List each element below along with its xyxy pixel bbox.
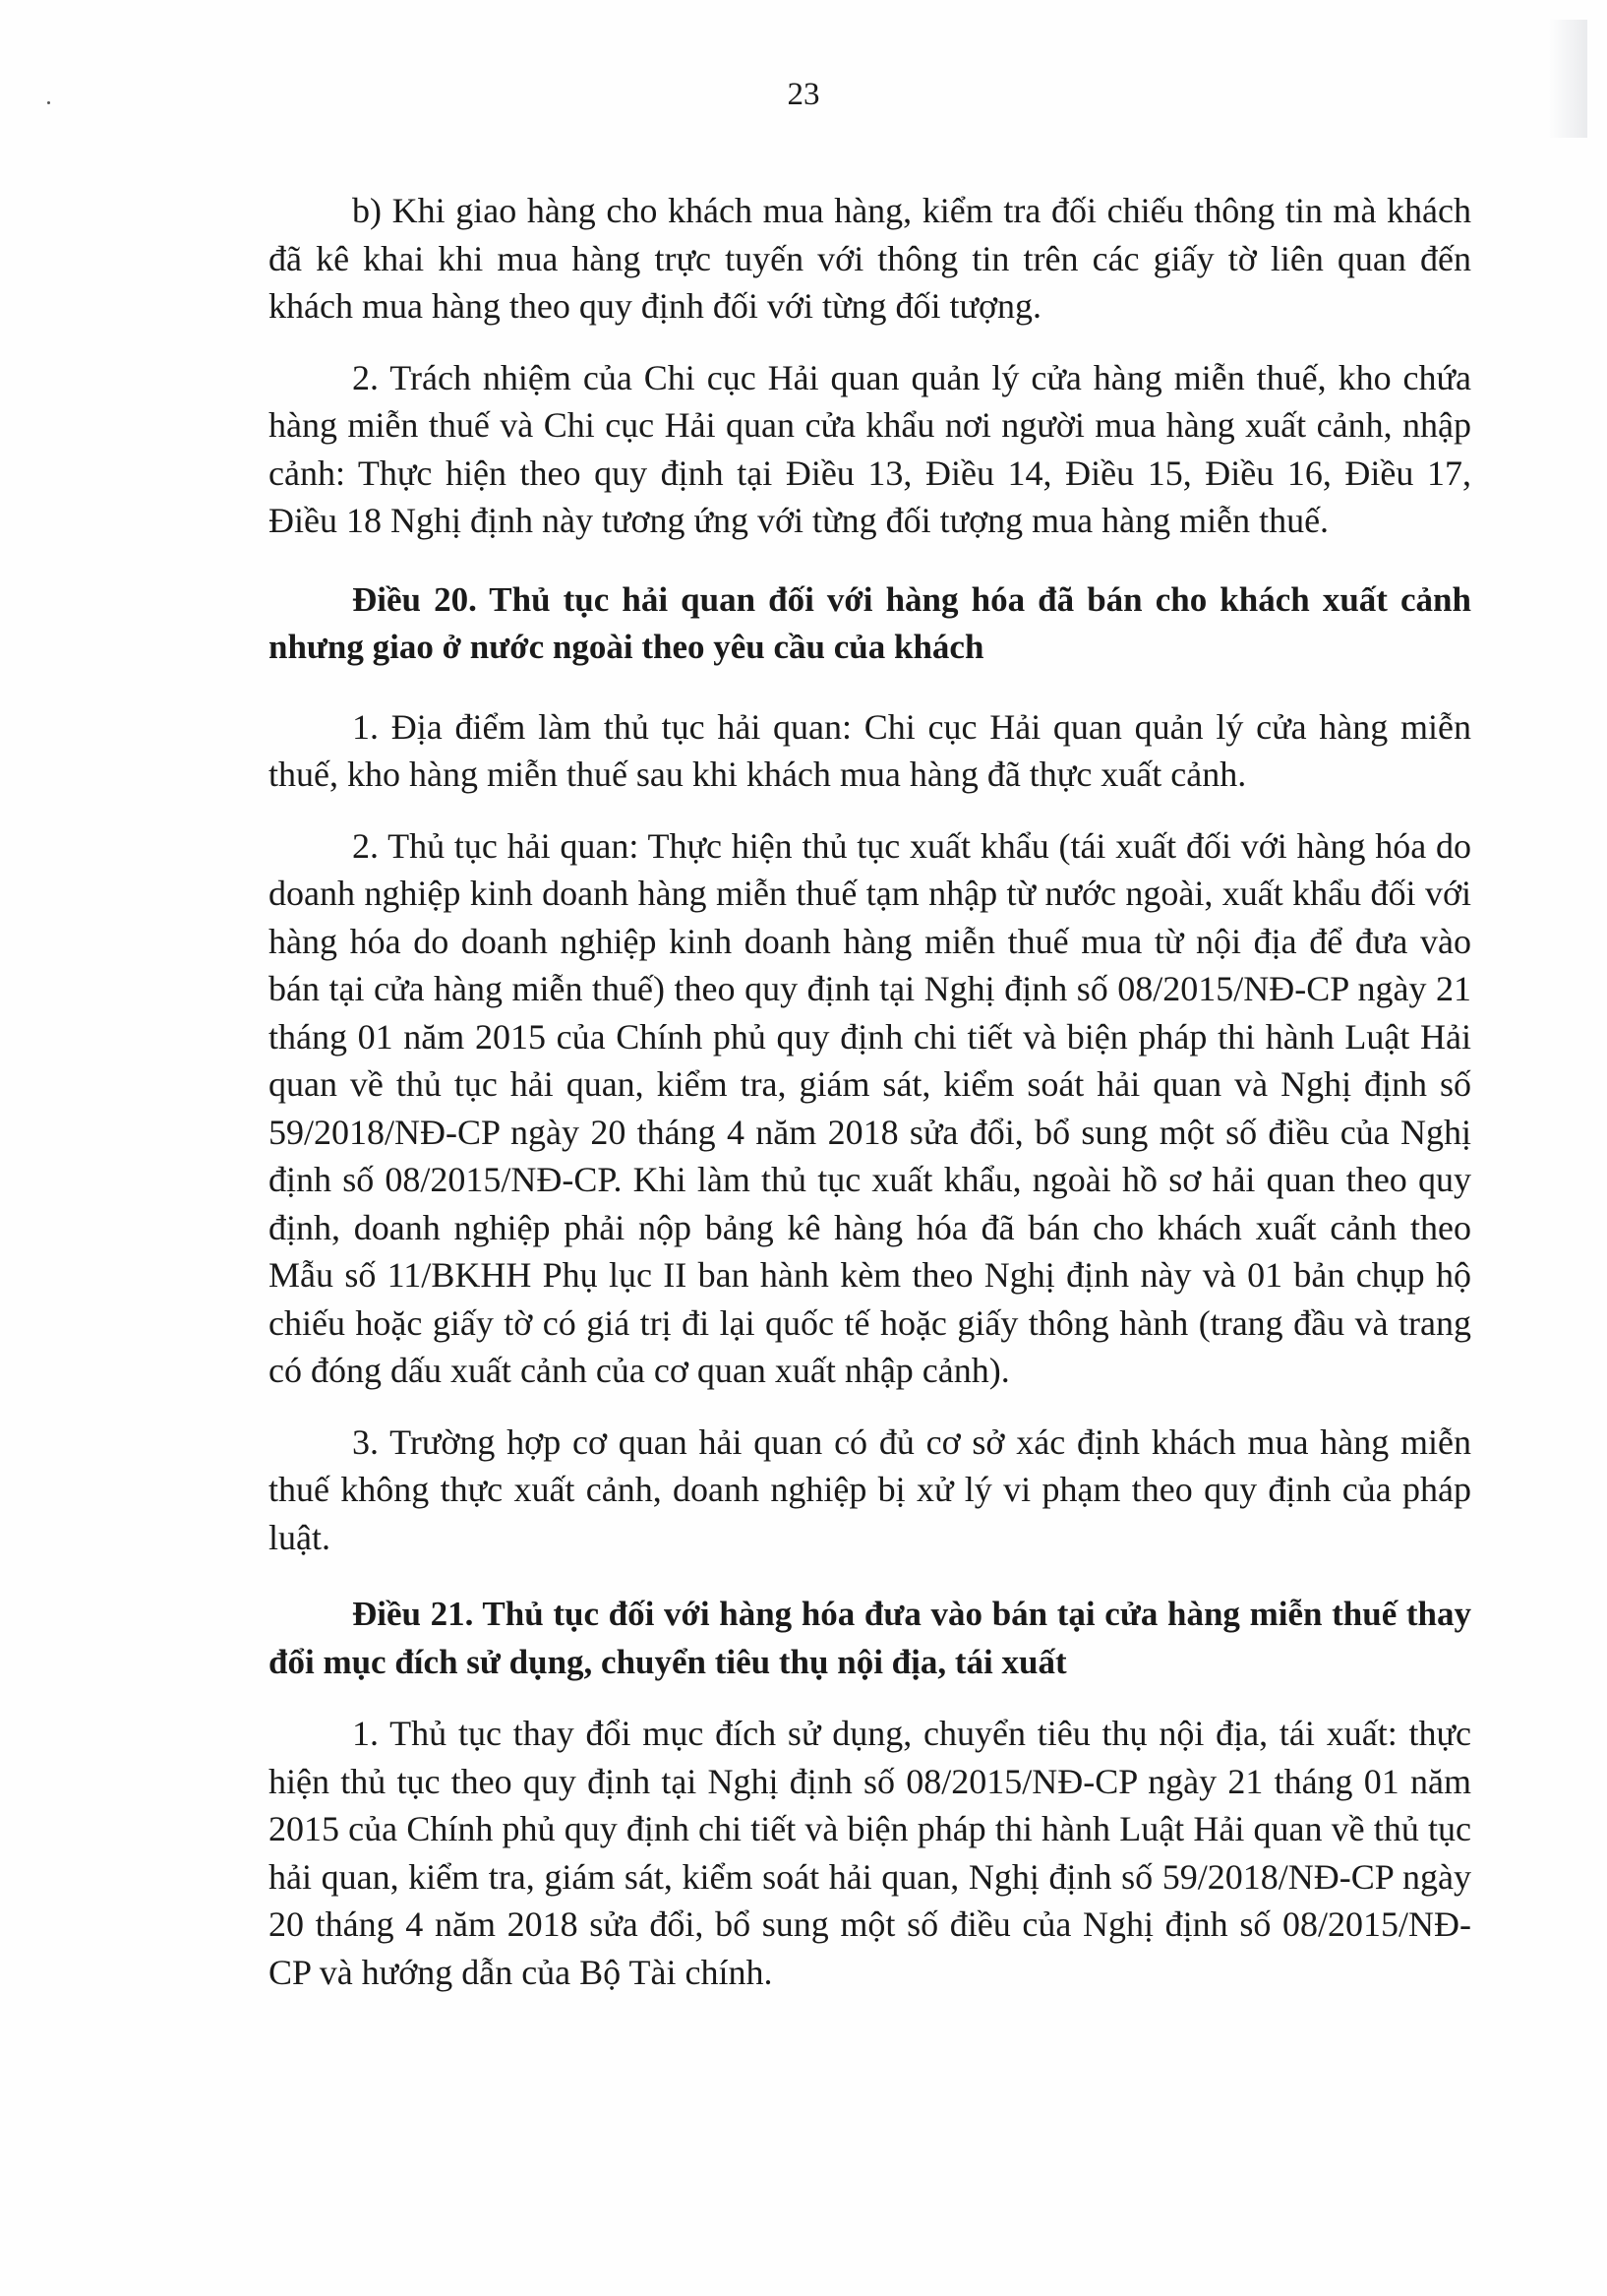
article-20-heading: Điều 20. Thủ tục hải quan đối với hàng hóa đã bán cho khách xuất cảnh nhưng giao ở nước ngoài theo yêu cầu của khách	[268, 579, 1471, 666]
page-number: 23	[787, 77, 820, 112]
document-body	[268, 187, 1471, 1996]
paragraph-20-3: 3. Trường hợp cơ quan hải quan có đủ cơ sở xác định khách mua hàng miễn thuế không thực xuất cảnh, doanh nghiệp bị xử lý vi phạm theo quy định của pháp luật.	[268, 1421, 1471, 1557]
article-21-heading: Điều 21. Thủ tục đối với hàng hóa đưa vào bán tại cửa hàng miễn thuế thay đổi mục đích sử dụng, chuyển tiêu thụ nội địa, tái xuất	[268, 1595, 1471, 1681]
paragraph-19-2b: b) Khi giao hàng cho khách mua hàng, kiểm tra đối chiếu thông tin mà khách đã kê khai khi mua hàng trực tuyến với thông tin trên các giấy tờ liên quan đến khách mua hàng theo quy định đối với từng đối tượng.	[268, 191, 1471, 326]
paragraph-21-1: 1. Thủ tục thay đổi mục đích sử dụng, chuyển tiêu thụ nội địa, tái xuất: thực hiện thủ tục theo quy định tại Nghị định số 08/2015/NĐ-CP ngày 21 tháng 01 năm 2015 của Chính phủ quy định chi tiết và biện pháp thi hành Luật Hải quan về thủ tục hải quan, kiểm tra, giám sát, kiểm soát hải quan, Nghị định số 59/2018/NĐ-CP ngày 20 tháng 4 năm 2018 sửa đổi, bổ sung một số điều của Nghị định số 08/2015/NĐ-CP và hướng dẫn của Bộ Tài chính.	[268, 1714, 1471, 1992]
paragraph-19-2: 2. Trách nhiệm của Chi cục Hải quan quản lý cửa hàng miễn thuế, kho chứa hàng miễn thuế và Chi cục Hải quan cửa khẩu nơi người mua hàng xuất cảnh, nhập cảnh: Thực hiện theo quy định tại Điều 13, Điều 14, Điều 15, Điều 16, Điều 17, Điều 18 Nghị định này tương ứng với từng đối tượng mua hàng miễn thuế.	[268, 357, 1471, 540]
paragraph-20-1: 1. Địa điểm làm thủ tục hải quan: Chi cục Hải quan quản lý cửa hàng miễn thuế, kho hàng miễn thuế sau khi khách mua hàng đã thực xuất cảnh.	[268, 706, 1471, 794]
paragraph-20-2: 2. Thủ tục hải quan: Thực hiện thủ tục xuất khẩu (tái xuất đối với hàng hóa do doanh nghiệp kinh doanh hàng miễn thuế tạm nhập từ nước ngoài, xuất khẩu đối với hàng hóa do doanh nghiệp kinh doanh hàng miễn thuế mua từ nội địa để đưa vào bán tại cửa hàng miễn thuế) theo quy định tại Nghị định số 08/2015/NĐ-CP ngày 21 tháng 01 năm 2015 của Chính phủ quy định chi tiết và biện pháp thi hành Luật Hải quan về thủ tục hải quan, kiểm tra, giám sát, kiểm soát hải quan và Nghị định số 59/2018/NĐ-CP ngày 20 tháng 4 năm 2018 sửa đổi, bổ sung một số điều của Nghị định số 08/2015/NĐ-CP. Khi làm thủ tục xuất khẩu, ngoài hồ sơ hải quan theo quy định, doanh nghiệp phải nộp bảng kê hàng hóa đã bán cho khách xuất cảnh theo Mẫu số 11/BKHH Phụ lục II ban hành kèm theo Nghị định này và 01 bản chụp hộ chiếu hoặc giấy tờ có giá trị đi lại quốc tế hoặc giấy thông hành (trang đầu và trang có đóng dấu xuất cảnh của cơ quan xuất nhập cảnh).	[268, 825, 1471, 1390]
